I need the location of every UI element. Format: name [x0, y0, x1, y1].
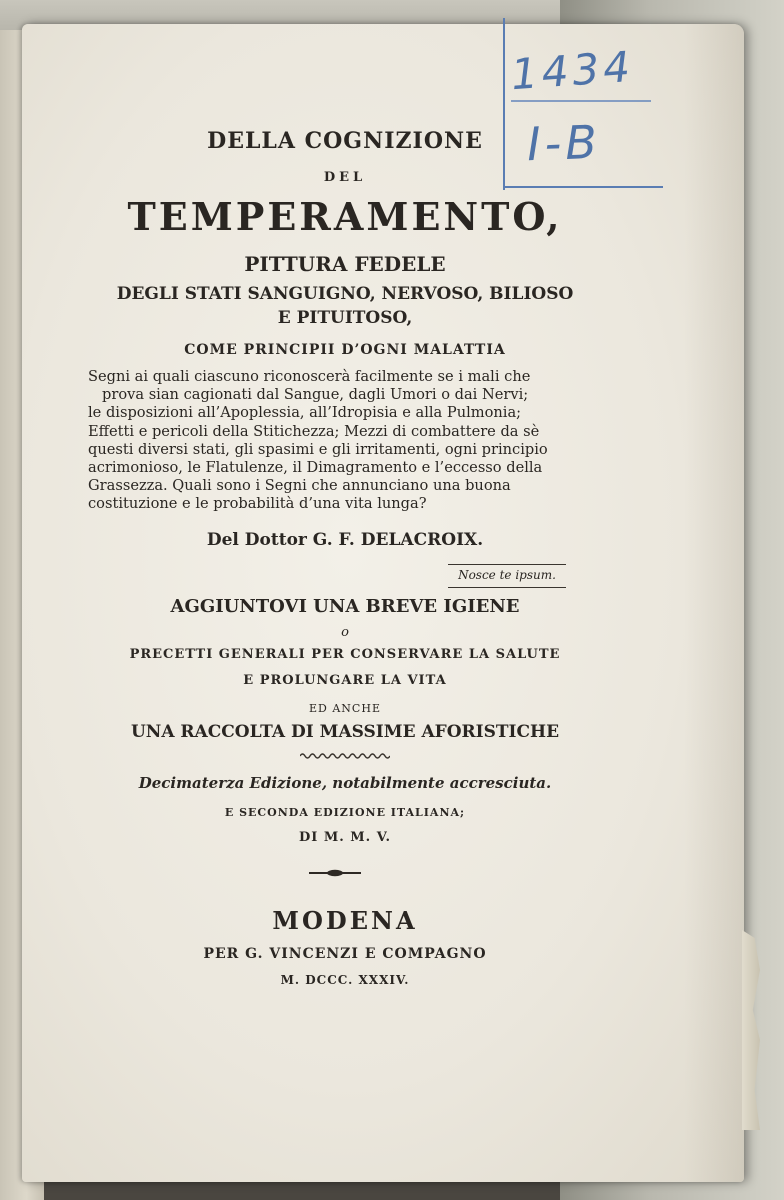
addenda-conjunction: o	[341, 625, 349, 640]
description-line: le disposizioni all’Apoplessia, all’Idropisia e alla Pulmonia;	[88, 404, 522, 422]
subtitle-line-2: DEGLI STATI SANGUIGNO, NERVOSO, BILIOSO	[116, 284, 574, 304]
imprint-year: M. DCCC. XXXIV.	[280, 973, 410, 987]
description-line: Grassezza. Quali sono i Segni che annunciano una buona	[88, 477, 511, 495]
title-line-2: DEL	[323, 170, 367, 185]
description-line: questi diversi stati, gli spasimi e gli irritamenti, ogni principio	[88, 440, 548, 458]
description-line: acrimonioso, le Flatulenze, il Dimagramento e l’eccesso della	[88, 459, 543, 477]
wavy-rule-ornament	[300, 752, 390, 760]
subtitle-line-4: COME PRINCIPII D’OGNI MALATTIA	[184, 342, 506, 358]
stamp-code: I-B	[526, 114, 602, 172]
addenda-line-5: ED ANCHE	[309, 702, 381, 715]
description-line: costituzione e le probabilità d’una vita lunga?	[88, 495, 427, 513]
imprint-city: MODENA	[272, 906, 418, 935]
stamp-rule-bottom	[503, 186, 663, 188]
addenda-line-6: UNA RACCOLTA DI MASSIME AFORISTICHE	[130, 722, 560, 742]
subtitle: PITTURA FEDELE	[244, 252, 446, 276]
edition-line-3: DI M. M. V.	[298, 830, 392, 845]
addenda-line-4: E PROLUNGARE LA VITA	[243, 673, 447, 688]
main-title: TEMPERAMENTO,	[127, 194, 563, 239]
imprint-publisher: PER G. VINCENZI E COMPAGNO	[203, 946, 487, 962]
description-line: prova sian cagionati dal Sangue, dagli Umori o dai Nervi;	[102, 386, 529, 404]
edition-line-2: E SECONDA EDIZIONE ITALIANA;	[224, 806, 466, 819]
motto: Nosce te ipsum.	[448, 564, 566, 588]
description-paragraph	[88, 368, 594, 514]
page-shading	[684, 24, 744, 1182]
title-line-1: DELLA COGNIZIONE	[207, 128, 483, 154]
stamp-rule-vertical	[503, 18, 505, 190]
description-line: Segni ai quali ciascuno riconoscerà facilmente se i mali che	[88, 368, 531, 385]
dash-ornament	[305, 868, 365, 878]
subtitle-line-3: E PITUITOSO,	[277, 308, 413, 328]
stamp-rule-middle	[511, 100, 651, 102]
stamp-number: 1434	[509, 41, 636, 100]
edition-line-1: Decimaterza Edizione, notabilmente accresciuta.	[138, 774, 552, 792]
description-line: Effetti e pericoli della Stitichezza; Mezzi di combattere da sè	[88, 422, 540, 440]
addenda-title: AGGIUNTOVI UNA BREVE IGIENE	[170, 596, 520, 617]
addenda-line-3: PRECETTI GENERALI PER CONSERVARE LA SALUTE	[129, 647, 561, 662]
author-line: Del Dottor G. F. DELACROIX.	[206, 530, 484, 550]
